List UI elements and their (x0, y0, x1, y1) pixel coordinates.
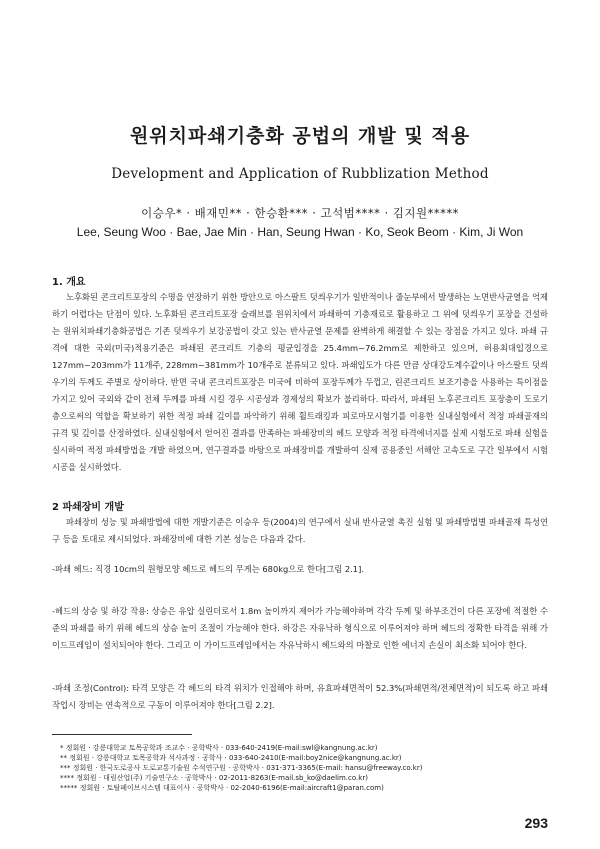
footnote-2: ** 정회원 · 강릉대학교 토목공학과 석사과정 · 공학사 · 033-640-2410(E-mail:boy2nice@kangnung.ac.kr) (60, 754, 402, 762)
section-2-intro: 파쇄장비 성능 및 파쇄방법에 대한 개발기준은 이승우 등(2004)의 연구에서 실내 반사균열 촉진 실험 및 파쇄방법별 파쇄골재 특성연구 등을 토대로 제시되었다. 파쇄장비에 대한 기본 성능은 다음과 같다. (52, 517, 548, 544)
footnote-4: **** 정회원 · 대림산업(주) 기술연구소 · 공학박사 · 02-2011-8263(E-mail.sb_ko@daelim.co.kr) (60, 774, 368, 782)
section-1-heading: 1. 개요 (52, 277, 86, 288)
spec-item-control: -파쇄 조정(Control): 타격 모양은 각 헤드의 타격 위치가 인접해야 하며, 유효파쇄면적이 52.3%(파쇄면적/전체면적)이 되도록 하고 파쇄작업시 장비는 연속적으로 구동이 이루어져야 한다[그림 2.2]. (52, 683, 548, 710)
authors-english: Lee, Seung Woo · Bae, Jae Min · Han, Seung Hwan · Ko, Seok Beom · Kim, Ji Won (76, 225, 524, 239)
footnote-3: *** 정회원 · 한국도로공사 도로교통기술원 수석연구원 · 공학박사 · 031-371-3365(E-mail: hansu@freeway.co.kr) (60, 764, 423, 772)
authors-korean: 이승우* · 배재민** · 한승환*** · 고석범**** · 김지원***** (141, 206, 459, 220)
section-1-body: 노후화된 콘크리트포장의 수명을 연장하기 위한 방안으로 아스팔트 덧씌우기가 일반적이나 줄눈부에서 발생하는 노면반사균열을 억제하기 어렵다는 단점이 있다. 노후화된 콘크리트포장 슬래브를 원위치에서 파쇄하여 기층재료로 활용하고 그 위에 덧씌우기 포장을 건설하는 원위치파쇄기층화공법은 기존 덧씌우기 보강공법이 갖고 있는 반사균열 문제를 완벽하게 해결할 수 있는 장점을 가지고 있다. 파쇄 규격에 대한 국외(미국)적용기준은 파쇄된 콘크리트 기층의 평균입경을 25.4mm~76.2mm로 제한하고 있으며, 허용최대입경으로 127mm~203mm가 11개주, 228mm~381mm가 10개주로 분류되고 있다. 파쇄입도가 다른 만큼 상대강도계수값이나 아스팔트 덧씌우기의 두께도 주별로 상이하다. 반면 국내 콘크리트포장은 미국에 비하여 포장두께가 두껍고, 린콘크리트 보조기층을 사용하는 특이점을 가지고 있어 국외와 같이 전체 두께를 파쇄 시킬 경우 시공성과 경제성의 확보가 불리하다. 따라서, 파쇄된 노후콘크리트 포장층이 도로기층으로써의 역할을 확보하기 위한 적정 파쇄 깊이를 파악하기 위해 휠트래킹과 피로마모시험기를 이용한 실내실험에서 적정 파쇄골재의 규격 및 깊이를 산정하였다. 실내실험에서 얻어진 결과를 만족하는 파쇄장비의 헤드 모양과 적정 타격에너지를 실제 시험도로 파쇄 실험을 실시하여 적정 파쇄방법을 개발 하였으며, 연구결과를 바탕으로 파쇄장비를 개발하여 실제 공용중인 서해안 고속도로 구간 일부에서 시험시공을 실시하였다. (52, 292, 548, 472)
footnote-1: * 정회원 · 강릉대학교 토목공학과 조교수 · 공학박사 · 033-640-2419(E-mail:swl@kangnung.ac.kr) (60, 744, 378, 752)
paper-title-korean: 원위치파쇄기충화 공법의 개발 및 적용 (129, 125, 471, 147)
page-number: 293 (524, 815, 548, 831)
spec-item-lift: -헤드의 상승 및 하강 작용: 상승은 유압 실린더로서 1.8m 높이까지 제어가 가능해야하며 각각 두께 및 하부조건이 다른 포장에 적절한 수준의 파쇄를 하기 위해 헤드의 상승 높이 조절이 가능해야 한다. 하강은 자유낙하 형식으로 이루어져야 하며 헤드의 정확한 타격을 위해 가이드프레임이 설치되어야 한다. 그리고 이 가이드프레임에서는 자유낙하시 헤드와의 마찰로 인한 에너지 손실이 최소화 되어야 한다. (52, 606, 548, 650)
footnote-5: ***** 정회원 · 토탈페이브시스템 대표이사 · 공학박사 · 02-2040-6196(E-mail:aircraft1@paran.com) (60, 784, 384, 792)
section-2-heading: 2 파쇄장비 개발 (52, 502, 124, 513)
author-footnotes (60, 743, 530, 793)
spec-item-head: -파쇄 헤드: 직경 10cm의 원형모양 헤드로 헤드의 무게는 680kg으로 한다[그림 2.1]. (52, 564, 364, 574)
footnote-divider (52, 734, 192, 735)
paper-title-english: Development and Application of Rubblization Method (111, 166, 489, 182)
